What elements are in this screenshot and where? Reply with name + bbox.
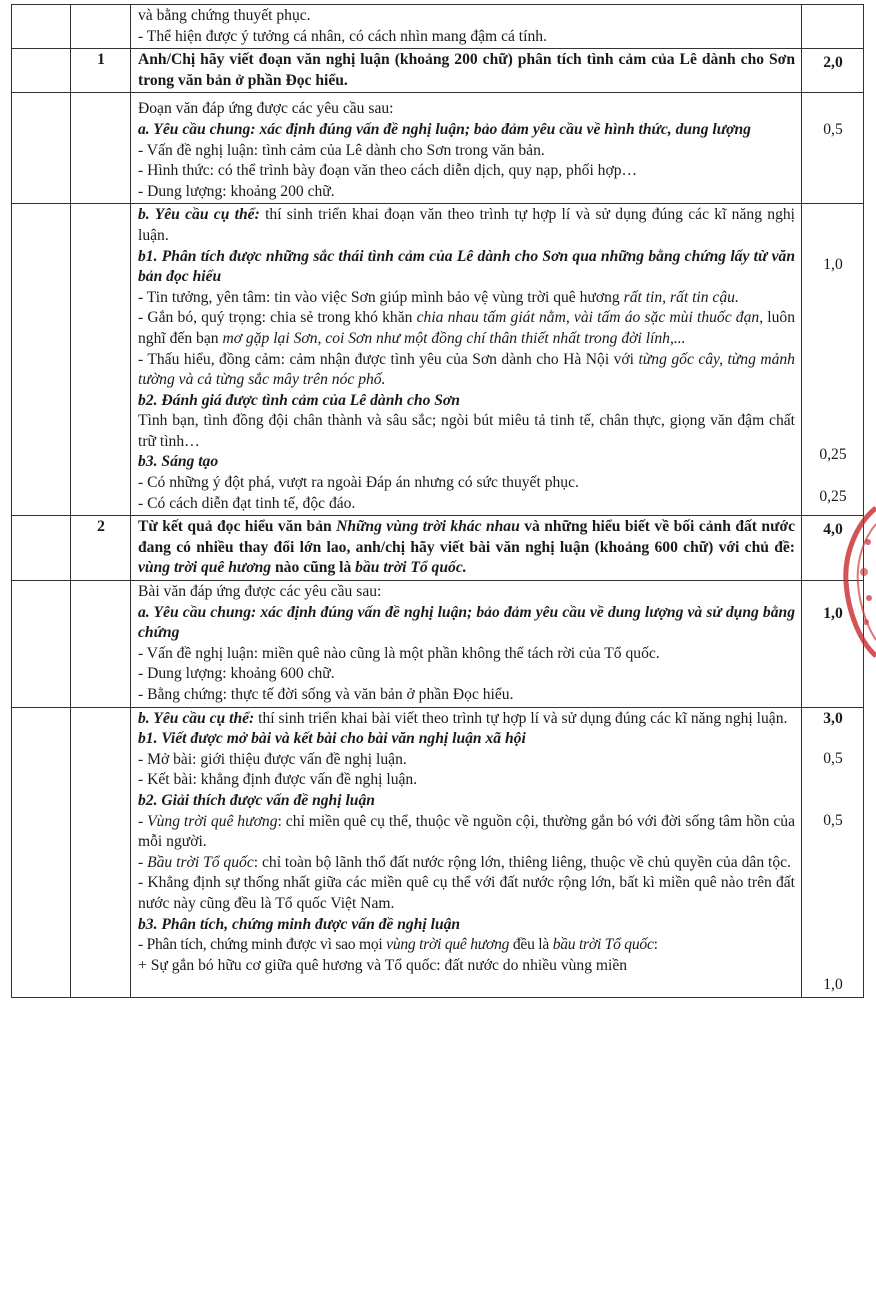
empty-cell <box>12 93 71 204</box>
content-line <box>138 812 795 853</box>
requirement-heading: b. Yêu cầu cụ thể: <box>138 709 255 727</box>
score-value: 0,5 <box>823 750 843 768</box>
content-cell <box>131 93 802 204</box>
title-run: Những vùng trời khác nhau <box>336 518 520 536</box>
topic-run: vùng trời quê hương <box>138 559 272 577</box>
empty-cell <box>12 707 71 997</box>
requirement-heading: b. Yêu cầu cụ thể: <box>138 206 260 224</box>
table-row <box>12 581 864 708</box>
content-line <box>138 308 795 349</box>
text-run: - Thấu hiểu, đồng cảm: cảm nhận được tình yêu của Sơn dành cho Hà Nội với <box>138 350 639 368</box>
text-run: và những hiểu biết về bối cảnh đất nước đang có nhiều thay đổi lớn lao, anh/chị hãy viết bài văn nghị luận (khoảng 600 chữ) với chủ đề: <box>138 518 795 556</box>
score-value: 0,25 <box>819 487 847 505</box>
term-run: vùng trời quê hương <box>386 936 510 954</box>
text-run: : chỉ miền quê cụ thể, thuộc về nguồn cội, thường gắn bó với đời sống tâm hồn của mỗi người. <box>138 812 795 851</box>
content-cell <box>131 581 802 708</box>
text-run: nào cũng là <box>271 559 356 577</box>
red-seal-stamp <box>838 502 876 662</box>
score-value: 1,0 <box>823 976 843 994</box>
text-run: - <box>138 853 148 871</box>
content-line: Tình bạn, tình đồng đội chân thành và sâu sắc; ngòi bút miêu tả tinh tế, chân thực, giọng văn đậm chất trữ tình… <box>138 412 795 450</box>
content-line <box>138 350 795 391</box>
requirement-heading: a. Yêu cầu chung: xác định đúng vấn đề nghị luận; bảo đảm yêu cầu về hình thức, dung lượng <box>138 120 751 138</box>
text-run: - Gắn bó, quý trọng: chia sẻ trong khó khăn <box>138 309 417 327</box>
question-row <box>12 516 864 581</box>
grading-table <box>11 4 864 998</box>
empty-cell <box>12 204 71 516</box>
content-line: - Dung lượng: khoảng 200 chữ. <box>138 182 335 200</box>
content-line: và bằng chứng thuyết phục. <box>138 7 311 24</box>
content-line <box>138 853 795 874</box>
content-line: - Mở bài: giới thiệu được vấn đề nghị luận. <box>138 750 407 768</box>
content-line: - Có cách diễn đạt tinh tế, độc đáo. <box>138 494 356 512</box>
subheading-b3: b3. Sáng tạo <box>138 453 219 471</box>
score-cell <box>802 707 864 997</box>
term-run: Bầu trời Tổ quốc <box>147 853 254 871</box>
content-line: - Vấn đề nghị luận: tình cảm của Lê dành cho Sơn trong văn bản. <box>138 141 545 159</box>
subheading-b2: b2. Đánh giá được tình cảm của Lê dành cho Sơn <box>138 391 460 409</box>
empty-cell <box>12 49 71 93</box>
question-number: 1 <box>71 49 131 93</box>
empty-cell <box>71 581 131 708</box>
table-row <box>12 93 864 204</box>
topic-run: bầu trời Tổ quốc. <box>355 559 467 577</box>
quote-run: chia nhau tấm giát nằm, vài tấm áo sặc mùi thuốc đạn, <box>416 309 764 327</box>
requirement-text: thí sinh triển khai đoạn văn theo trình tự hợp lí và sử dụng đúng các kĩ năng nghị luận. <box>138 206 796 244</box>
content-line: - Có những ý đột phá, vượt ra ngoài Đáp án nhưng có sức thuyết phục. <box>138 474 579 492</box>
table-row <box>12 5 864 49</box>
content-line: - Dung lượng: khoảng 600 chữ. <box>138 665 335 683</box>
question-text <box>131 516 802 581</box>
text-run: đều là <box>509 936 553 954</box>
empty-cell <box>12 5 71 49</box>
content-line: - Vấn đề nghị luận: miền quê nào cũng là một phần không thể tách rời của Tổ quốc. <box>138 644 660 662</box>
content-cell <box>131 707 802 997</box>
requirement-text: thí sinh triển khai bài viết theo trình tự hợp lí và sử dụng đúng các kĩ năng nghị luận. <box>254 709 788 727</box>
subheading-b1: b1. Phân tích được những sắc thái tình cảm của Lê dành cho Sơn qua những bằng chứng lấy từ văn bản đọc hiểu <box>138 247 795 286</box>
question-score: 4,0 <box>802 516 864 581</box>
subheading-b1: b1. Viết được mở bài và kết bài cho bài văn nghị luận xã hội <box>138 730 526 748</box>
score-cell <box>802 204 864 516</box>
content-line: + Sự gắn bó hữu cơ giữa quê hương và Tổ quốc: đất nước do nhiều vùng miền <box>138 956 628 974</box>
text-run: - Phân tích, chứng minh được vì sao mọi <box>138 936 387 954</box>
requirement-line <box>138 205 795 246</box>
text-run: luôn nghĩ đến bạn <box>138 309 795 347</box>
score-cell <box>802 5 864 49</box>
empty-cell <box>71 204 131 516</box>
content-cell <box>131 204 802 516</box>
requirement-line <box>138 709 795 730</box>
content-line: - Kết bài: khẳng định được vấn đề nghị luận. <box>138 771 418 789</box>
score-value: 1,0 <box>823 605 843 623</box>
requirement-heading: a. Yêu cầu chung: xác định đúng vấn đề nghị luận; bảo đảm yêu cầu về dung lượng và sử dụng bằng chứng <box>138 603 795 642</box>
content-line: - Hình thức: có thể trình bày đoạn văn theo cách diễn dịch, quy nạp, phối hợp… <box>138 162 638 180</box>
content-line: - Khẳng định sự thống nhất giữa các miền quê cụ thể với đất nước rộng lớn, bất kì miền quê nào trên đất nước này cũng đều là Tổ quốc Việt Nam. <box>138 874 795 912</box>
table-row <box>12 204 864 516</box>
text-run: : <box>653 936 658 954</box>
score-value: 0,5 <box>823 811 843 829</box>
empty-cell <box>12 516 71 581</box>
intro-line: Bài văn đáp ứng được các yêu cầu sau: <box>138 583 382 601</box>
text-run: - <box>138 812 148 830</box>
subheading-b2: b2. Giải thích được vấn đề nghị luận <box>138 791 375 809</box>
term-run: bầu trời Tổ quốc <box>552 936 654 954</box>
content-cell <box>131 5 802 49</box>
content-line <box>138 935 795 956</box>
subheading-b3: b3. Phân tích, chứng minh được vấn đề nghị luận <box>138 915 461 933</box>
question-row <box>12 49 864 93</box>
quote-run: rất tin, rất tin cậu. <box>623 288 739 306</box>
empty-cell <box>71 93 131 204</box>
empty-cell <box>71 5 131 49</box>
text-run: Từ kết quả đọc hiểu văn bản <box>138 518 337 536</box>
score-cell <box>802 93 864 204</box>
score-value: 1,0 <box>823 256 843 274</box>
text-run: - Tin tưởng, yên tâm: tin vào việc Sơn giúp mình bảo vệ vùng trời quê hương <box>138 288 624 306</box>
empty-cell <box>12 581 71 708</box>
table-row <box>12 707 864 997</box>
question-text: Anh/Chị hãy viết đoạn văn nghị luận (khoảng 200 chữ) phân tích tình cảm của Lê dành cho Sơn trong văn bản ở phần Đọc hiểu. <box>131 49 802 93</box>
text-run: : chỉ toàn bộ lãnh thổ đất nước rộng lớn, thiêng liêng, thuộc về chủ quyền của dân tộc. <box>253 853 791 871</box>
quote-run: từng gốc cây, từng mảnh tường và cả từng sắc mây trên nóc phố. <box>138 350 795 389</box>
quote-run: mơ gặp lại Sơn, coi Sơn như một đồng chí thân thiết nhất trong đời lính,... <box>222 329 686 347</box>
question-score: 2,0 <box>802 49 864 93</box>
term-run: Vùng trời quê hương <box>147 812 278 830</box>
empty-cell <box>71 707 131 997</box>
question-number: 2 <box>71 516 131 581</box>
content-line: - Bằng chứng: thực tế đời sống và văn bản ở phần Đọc hiểu. <box>138 686 514 703</box>
score-value: 0,25 <box>819 445 847 463</box>
content-line <box>138 288 795 309</box>
score-value: 0,5 <box>823 121 843 139</box>
score-value: 3,0 <box>823 709 843 727</box>
content-line: - Thể hiện được ý tưởng cá nhân, có cách nhìn mang đậm cá tính. <box>138 27 547 45</box>
intro-line: Đoạn văn đáp ứng được các yêu cầu sau: <box>138 100 394 118</box>
